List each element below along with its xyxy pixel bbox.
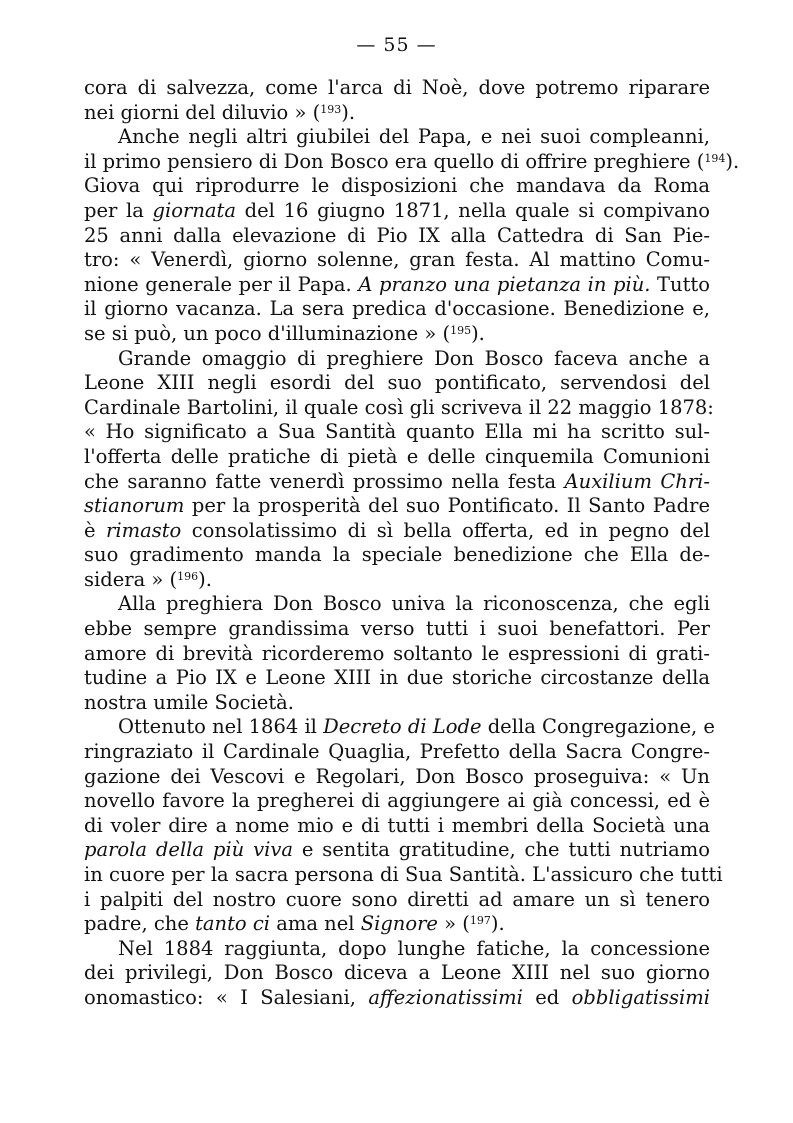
text-segment: dei privilegi, Don Bosco diceva a Leone XIII nel suo giorno — [84, 961, 710, 985]
text-segment: Ottenuto nel 1864 il — [118, 715, 324, 739]
text-line — [84, 347, 710, 372]
text-segment: Nel 1884 raggiunta, dopo lunghe fatiche, la concessione — [118, 936, 710, 960]
text-line — [84, 273, 710, 298]
text-segment: e sentita gratitudine, che tutti nutriamo — [292, 838, 710, 862]
text-segment: consolatissimo di sì bella offerta, ed in pegno del — [181, 518, 710, 542]
text-segment: ). — [341, 100, 356, 124]
text-line — [84, 76, 710, 101]
text-segment: ebbe sempre grandissima verso tutti i suoi benefattori. Per — [84, 617, 710, 641]
text-line — [84, 838, 710, 863]
text-segment: ). — [725, 149, 740, 173]
text-line — [84, 297, 710, 322]
text-line — [84, 592, 710, 617]
text-segment: tudine a Pio IX e Leone XIII in due storiche circostanze della — [84, 666, 710, 690]
text-line — [84, 691, 710, 716]
text-line — [84, 395, 714, 421]
text-line — [84, 494, 710, 519]
text-segment: » ( — [437, 912, 470, 936]
text-segment: in cuore per la sacra persona di Sua Santità. L'assicuro che tutti — [84, 863, 723, 886]
footnote-ref: 194 — [704, 151, 726, 165]
text-segment: onomastico: « I Salesiani, — [84, 985, 369, 1009]
italic-text: obbligatissimi — [571, 985, 710, 1009]
text-segment: Alla preghiera Don Bosco univa la riconoscenza, che egli — [118, 592, 710, 616]
text-segment: il giorno vacanza. La sera predica d'occasione. Benedizione e, — [84, 297, 710, 321]
footnote-ref: 196 — [177, 569, 199, 583]
text-segment: nione generale per il Papa. — [84, 272, 359, 296]
text-segment: novello favore la pregherei di aggiungere ai già concessi, ed è — [84, 789, 710, 813]
text-segment: per la — [84, 198, 153, 222]
text-line — [84, 445, 710, 470]
text-line — [84, 666, 710, 691]
text-segment: suo gradimento manda la speciale benedizione che Ella de- — [84, 543, 710, 567]
text-line — [84, 149, 740, 175]
text-line — [84, 937, 710, 962]
italic-text: giornata — [152, 198, 236, 222]
body-text — [84, 76, 740, 1011]
text-segment — [147, 838, 156, 861]
text-segment: se si può, un poco d'illuminazione » ( — [84, 321, 451, 345]
text-segment: amore di brevità ricorderemo soltanto le espressioni di grati- — [84, 641, 710, 665]
text-line — [84, 789, 710, 814]
text-line — [84, 174, 710, 199]
text-line — [84, 543, 710, 568]
text-segment: del 16 giugno 1871, nella quale si compivano — [235, 198, 710, 222]
text-segment: 25 anni dalla elevazione di Pio IX alla Cattedra di San Pie- — [84, 223, 710, 247]
text-segment: Giova qui riprodurre le disposizioni che mandava da Roma — [84, 174, 710, 198]
text-segment: ed — [522, 985, 572, 1009]
text-segment: nei giorni del diluvio » ( — [84, 100, 321, 124]
text-line — [84, 470, 710, 495]
text-segment: che saranno fatte venerdì prossimo nella festa — [84, 469, 565, 493]
text-segment: ). — [490, 912, 505, 936]
text-segment: il primo pensiero di Don Bosco era quello di offrire preghiere ( — [84, 149, 705, 173]
text-segment: cora di salvezza, come l'arca di Noè, dove potremo riparare — [84, 76, 710, 99]
text-line — [84, 420, 710, 445]
text-segment: di voler dire a nome mio e di tutti i membri della Società una — [84, 813, 710, 837]
text-line — [84, 125, 710, 150]
text-line — [84, 519, 710, 544]
text-line — [84, 101, 710, 126]
text-line — [84, 888, 710, 913]
text-segment: tro: « Venerdì, giorno solenne, gran festa. Al mattino Comu- — [84, 248, 710, 272]
text-segment: per la prosperità del suo Pontificato. Il Santo Padre — [184, 494, 710, 518]
text-line — [84, 248, 710, 273]
footnote-ref: 197 — [469, 914, 491, 928]
text-line — [84, 863, 723, 888]
italic-text: affezionatissimi — [368, 985, 523, 1009]
text-line — [84, 371, 710, 396]
text-line — [84, 814, 710, 839]
text-segment: ama nel — [270, 912, 361, 936]
text-segment: ). — [198, 567, 212, 591]
footnote-ref: 193 — [320, 102, 342, 116]
text-line — [84, 740, 710, 765]
text-segment: ringraziato il Cardinale Quaglia, Prefetto della Sacra Congre- — [84, 740, 710, 764]
italic-text: rimasto — [106, 518, 182, 542]
text-segment: ). — [471, 321, 485, 345]
text-segment: padre, che — [84, 912, 196, 936]
text-line — [84, 765, 710, 790]
text-line — [84, 568, 710, 593]
italic-text: tanto ci — [195, 912, 271, 936]
text-line — [84, 961, 710, 986]
text-line — [84, 224, 710, 249]
italic-text: A pranzo una pietanza in più. — [358, 272, 651, 296]
italic-text: stianorum — [84, 494, 185, 518]
text-segment: « Ho significato a Sua Santità quanto Ella mi ha scritto sul- — [84, 420, 710, 444]
text-segment: della Congregazione, e — [481, 715, 715, 739]
text-segment: gazione dei Vescovi e Regolari, Don Bosco proseguiva: « Un — [84, 764, 710, 788]
text-segment: Cardinale Bartolini, il quale così gli scriveva il 22 maggio 1878: — [84, 395, 714, 419]
text-line — [84, 617, 710, 642]
italic-text: della più viva — [155, 838, 293, 862]
italic-text: Signore — [360, 912, 438, 936]
text-segment: Tutto — [650, 272, 710, 296]
text-line — [84, 199, 710, 224]
text-segment: l'offerta delle pratiche di pietà e delle cinquemila Comunioni — [84, 444, 710, 468]
text-segment: è — [84, 518, 107, 542]
text-segment: Grande omaggio di preghiere Don Bosco faceva anche a — [118, 346, 710, 370]
text-segment: Leone XIII negli esordi del suo pontificato, servendosi del — [84, 371, 710, 395]
text-line — [84, 642, 710, 667]
italic-text: Auxilium Chri- — [564, 469, 710, 493]
text-line — [84, 912, 710, 937]
italic-text: Decreto di Lode — [323, 715, 482, 739]
text-segment: Anche negli altri giubilei del Papa, e nei suoi compleanni, — [118, 125, 710, 149]
italic-text: parola — [84, 838, 148, 862]
text-segment: nostra umile Società. — [84, 690, 295, 714]
text-segment: i palpiti del nostro cuore sono diretti ad amare un sì tenero — [84, 887, 710, 911]
footnote-ref: 195 — [450, 323, 472, 337]
text-line — [84, 322, 710, 347]
text-line — [84, 986, 710, 1011]
text-segment: sidera » ( — [84, 567, 178, 591]
page-number: — 55 — — [356, 34, 437, 56]
text-line — [84, 715, 715, 740]
